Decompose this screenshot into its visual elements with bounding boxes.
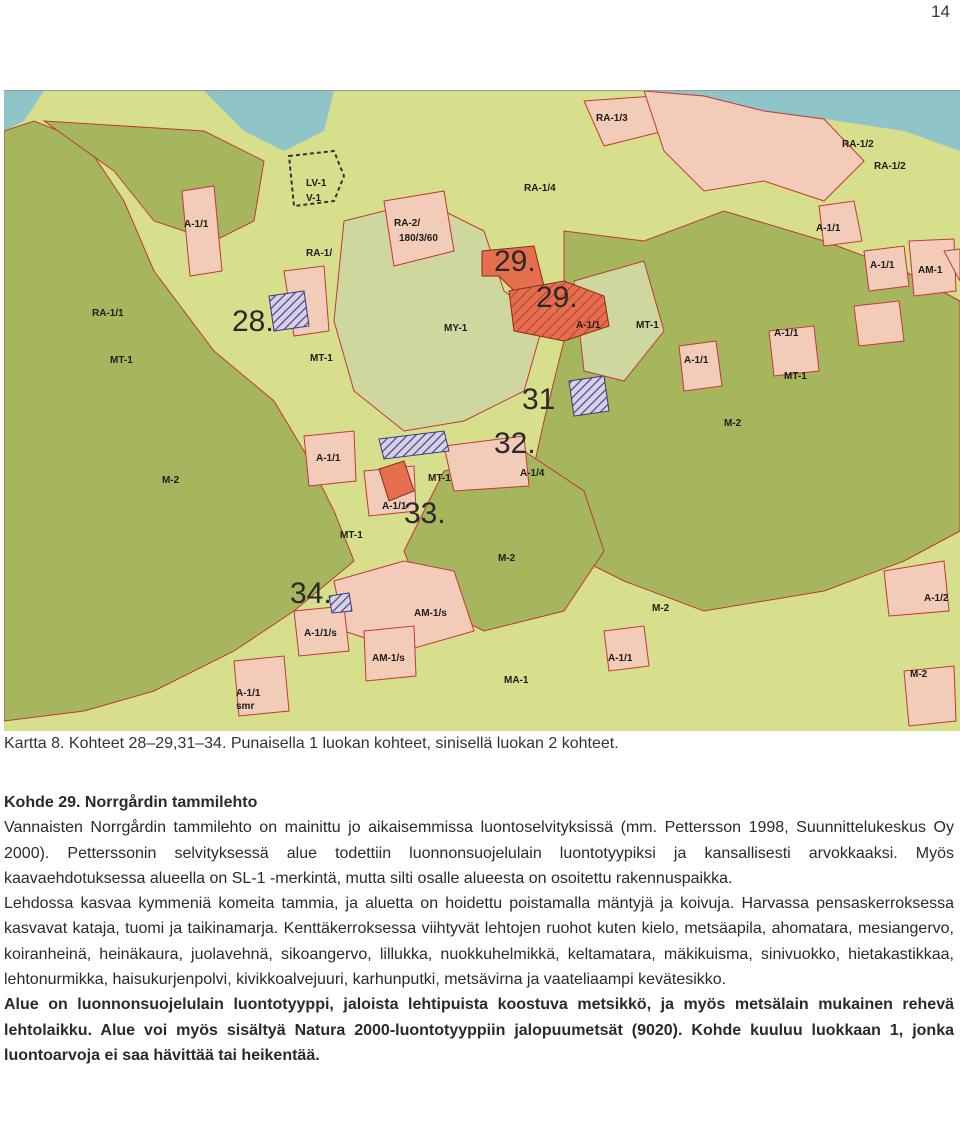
zone-label: AM-1 <box>918 265 943 276</box>
site-number-label: 34. <box>290 577 332 610</box>
zone-label: AM-1/s <box>414 608 447 619</box>
zone-label: 180/3/60 <box>399 233 438 244</box>
zone-label: A-1/1 <box>184 219 209 230</box>
zone-label: LV-1 <box>306 178 327 189</box>
site-34-blue <box>329 593 352 613</box>
map-canvas <box>4 91 960 731</box>
zone-label: M-2 <box>910 669 928 680</box>
zone-label: A-1/1 <box>774 328 799 339</box>
zone-label: RA-1/ <box>306 248 333 259</box>
page-number: 14 <box>931 2 950 21</box>
site-number-label: 31 <box>522 383 556 416</box>
site-31-blue <box>569 376 609 416</box>
zone-label: A-1/1 <box>382 501 407 512</box>
zone-label: A-1/1/s <box>304 628 337 639</box>
site-28-blue <box>269 291 309 331</box>
zone-label: MT-1 <box>110 355 133 366</box>
site-number-label: 33. <box>404 497 446 530</box>
site-number-label: 32. <box>494 427 536 460</box>
zone-label: M-2 <box>652 603 670 614</box>
zone-label: RA-2/ <box>394 218 421 229</box>
zone-label: MT-1 <box>784 371 807 382</box>
zone-label: V-1 <box>306 193 322 204</box>
zone-label: RA-1/3 <box>596 113 628 124</box>
zone-label: A-1/1 <box>236 688 261 699</box>
zone-label: AM-1/s <box>372 653 405 664</box>
zone-label: RA-1/2 <box>874 161 906 172</box>
site-number-label: 28. <box>232 305 274 338</box>
zone-label: M-2 <box>162 475 180 486</box>
land-use-map <box>4 90 960 731</box>
paragraph-conclusion: Alue on luonnonsuojelulain luontotyyppi, jaloista lehtipuista koostuva metsikkö, ja myös metsälain mukainen rehevä lehtolaikku. Alue voi myös sisältyä Natura 2000-luontotyyppiin jalopuumetsät (9020). Kohde kuuluu luokkaan 1, jonka luontoarvoja ei saa hävittää tai heikentää. <box>4 996 954 1064</box>
zone-label: MA-1 <box>504 675 529 686</box>
zone-label: MT-1 <box>636 320 659 331</box>
zone-label: A-1/4 <box>520 468 545 479</box>
site-number-label: 29. <box>494 245 536 278</box>
site-heading: Kohde 29. Norrgårdin tammilehto <box>4 794 258 811</box>
zone-label: A-1/2 <box>924 593 949 604</box>
zone-label: A-1/1 <box>816 223 841 234</box>
zone-label: A-1/1 <box>576 320 601 331</box>
zone-label: MT-1 <box>428 473 451 484</box>
zone-label: RA-1/2 <box>842 139 874 150</box>
zone-label: A-1/1 <box>316 453 341 464</box>
paragraph-background: Vannaisten Norrgårdin tammilehto on mainittu jo aikaisemmissa luontoselvityksissä (mm. Pettersson 1998, Suunnittelukeskus Oy 2000). Petterssonin selvityksessä alue todettiin luonnonsuojelulain luontotyypiksi ja kansallisesti arvokkaaksi. Myös kaavaehdotuksessa alueella on SL-1 -merkintä, mutta silti osalle alueesta on osoitettu rakennuspaikka. <box>4 819 954 887</box>
zone-label: smr <box>236 701 255 712</box>
zone-label: MT-1 <box>310 353 333 364</box>
zone-label: MY-1 <box>444 323 468 334</box>
zone-label: RA-1/4 <box>524 183 556 194</box>
zone-label: MT-1 <box>340 530 363 541</box>
site-number-label: 29. <box>536 281 578 314</box>
zone-label: RA-1/1 <box>92 308 124 319</box>
zone-label: A-1/1 <box>608 653 633 664</box>
zone-label: A-1/1 <box>870 260 895 271</box>
paragraph-vegetation: Lehdossa kasvaa kymmeniä komeita tammia, ja aluetta on hoidettu poistamalla mäntyjä ja koivuja. Harvassa pensaskerroksessa kasvavat kataja, tuomi ja taikinamarja. Kenttäkerroksessa viihtyvät lehtojen ruohot kuten kielo, metsäapila, ahomatara, mesiangervo, koiranheinä, heinäkaura, juolavehnä, sikoangervo, lillukka, nuokkuhelmikkä, keltamatara, mäkikuisma, sinivuokko, hietakastikkaa, lehtonurmikka, haisukurjenpolvi, kivikkoalvejuuri, karhunputki, metsävirna ja vaateliaampi kevätesikko. <box>4 895 954 989</box>
zone-label: A-1/1 <box>684 355 709 366</box>
map-caption: Kartta 8. Kohteet 28–29,31–34. Punaisella 1 luokan kohteet, sinisellä luokan 2 kohteet. <box>4 735 619 752</box>
zone-label: M-2 <box>498 553 516 564</box>
zone-label: M-2 <box>724 418 742 429</box>
site-description <box>4 790 954 1068</box>
